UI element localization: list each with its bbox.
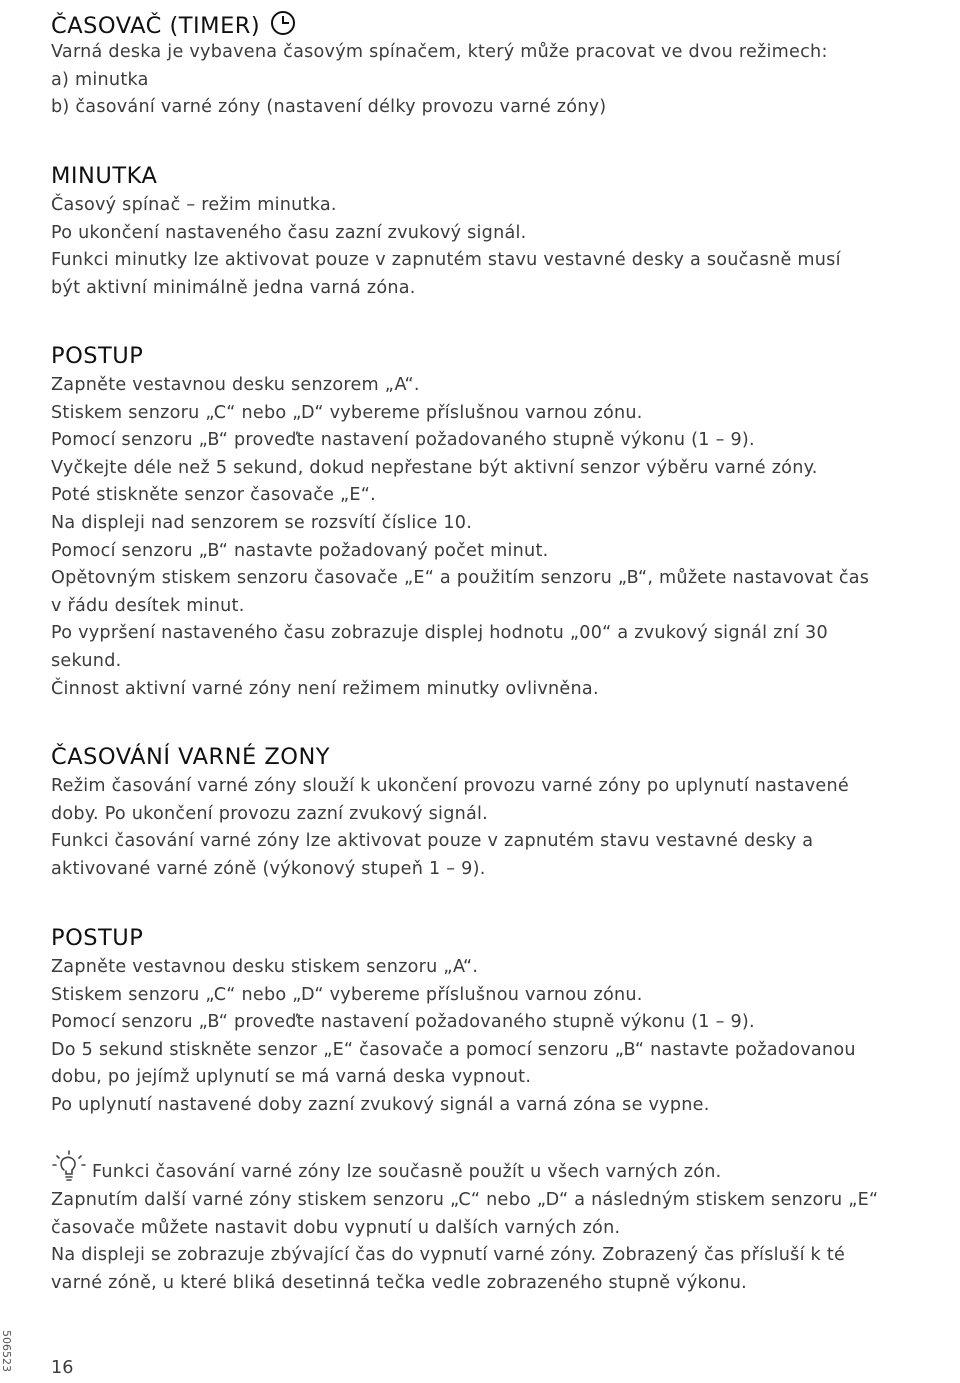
text-line: Pomocí senzoru „B“ proveďte nastavení požadovaného stupně výkonu (1 – 9).: [51, 1012, 755, 1033]
text-line: Opětovným stiskem senzoru časovače „E“ a použitím senzoru „B“, můžete nastavovat čas: [51, 568, 870, 589]
text-line: v řádu desítek minut.: [51, 595, 245, 616]
text-line: Činnost aktivní varné zóny není režimem minutky ovlivněna.: [51, 678, 599, 699]
text-line: dobu, po jejímž uplynutí se má varná deska vypnout.: [51, 1067, 532, 1088]
minutka-text: [51, 192, 951, 302]
text-line: časovače můžete nastavit dobu vypnutí u dalších varných zón.: [51, 1217, 621, 1238]
text-line: Zapněte vestavnou desku stiskem senzoru „A“.: [51, 957, 479, 977]
section-title-minutka: MINUTKA: [51, 163, 158, 189]
document-code: 506523: [0, 1330, 13, 1372]
tip-text-body: [51, 1187, 951, 1297]
section-title-casovani: ČASOVÁNÍ VARNÉ ZONY: [51, 744, 331, 770]
text-line: Do 5 sekund stiskněte senzor „E“ časovače a pomocí senzoru „B“ nastavte požadovanou: [51, 1039, 856, 1060]
page-title: ČASOVAČ (TIMER): [51, 10, 296, 43]
page-number: 16: [51, 1358, 74, 1378]
text-line: sekund.: [51, 650, 122, 671]
text-line: Na displeji se zobrazuje zbývající čas do vypnutí varné zóny. Zobrazený čas přísluší k té: [51, 1245, 846, 1266]
text-line: varné zóně, u které bliká desetinná tečka vedle zobrazeného stupně výkonu.: [51, 1272, 747, 1293]
intro-line: Varná deska je vybavena časovým spínačem, který může pracovat ve dvou režimech:: [51, 42, 828, 62]
text-line: Pomocí senzoru „B“ proveďte nastavení požadovaného stupně výkonu (1 – 9).: [51, 430, 755, 451]
text-line: Funkci minutky lze aktivovat pouze v zapnutém stavu vestavné desky a současně musí: [51, 250, 841, 271]
text-line: Poté stiskněte senzor časovače „E“.: [51, 485, 376, 506]
text-line: Režim časování varné zóny slouží k ukončení provozu varné zóny po uplynutí nastavené: [51, 776, 849, 796]
text-line: Zapnutím další varné zóny stiskem senzoru „C“ nebo „D“ a následným stiskem senzoru „E“: [51, 1190, 879, 1210]
text-line: Zapněte vestavnou desku senzorem „A“.: [51, 375, 420, 395]
section-title-postup: POSTUP: [51, 925, 144, 951]
intro-text: [51, 39, 951, 122]
section-title-postup: POSTUP: [51, 343, 144, 369]
casovani-text: [51, 773, 951, 883]
intro-line: b) časování varné zóny (nastavení délky provozu varné zóny): [51, 97, 607, 118]
text-line: Pomocí senzoru „B“ nastavte požadovaný počet minut.: [51, 540, 549, 561]
text-line: Stiskem senzoru „C“ nebo „D“ vybereme příslušnou varnou zónu.: [51, 984, 643, 1005]
text-line: Funkci časování varné zóny lze aktivovat pouze v zapnutém stavu vestavné desky a: [51, 831, 814, 852]
text-line: doby. Po ukončení provozu zazní zvukový signál.: [51, 803, 489, 824]
text-line: Po vypršení nastaveného času zobrazuje displej hodnotu „00“ a zvukový signál zní 30: [51, 623, 828, 644]
text-line: Vyčkejte déle než 5 sekund, dokud nepřestane být aktivní senzor výběru varné zóny.: [51, 457, 818, 478]
text-line: Na displeji nad senzorem se rozsvítí číslice 10.: [51, 512, 473, 533]
lightbulb-icon: [51, 1150, 87, 1190]
text-line: Časový spínač – režim minutka.: [51, 195, 337, 215]
text-line: Po ukončení nastaveného času zazní zvukový signál.: [51, 222, 527, 243]
text-line: být aktivní minimálně jedna varná zóna.: [51, 277, 416, 298]
postup2-text: [51, 954, 951, 1120]
text-line: Po uplynutí nastavené doby zazní zvukový signál a varná zóna se vypne.: [51, 1094, 710, 1115]
intro-line: a) minutka: [51, 69, 149, 90]
text-line: aktivované varné zóně (výkonový stupeň 1 – 9).: [51, 858, 486, 879]
postup1-text: [51, 372, 951, 703]
text-line: Stiskem senzoru „C“ nebo „D“ vybereme příslušnou varnou zónu.: [51, 402, 643, 423]
tip-text: Funkci časování varné zóny lze současně použít u všech varných zón.: [92, 1162, 722, 1182]
